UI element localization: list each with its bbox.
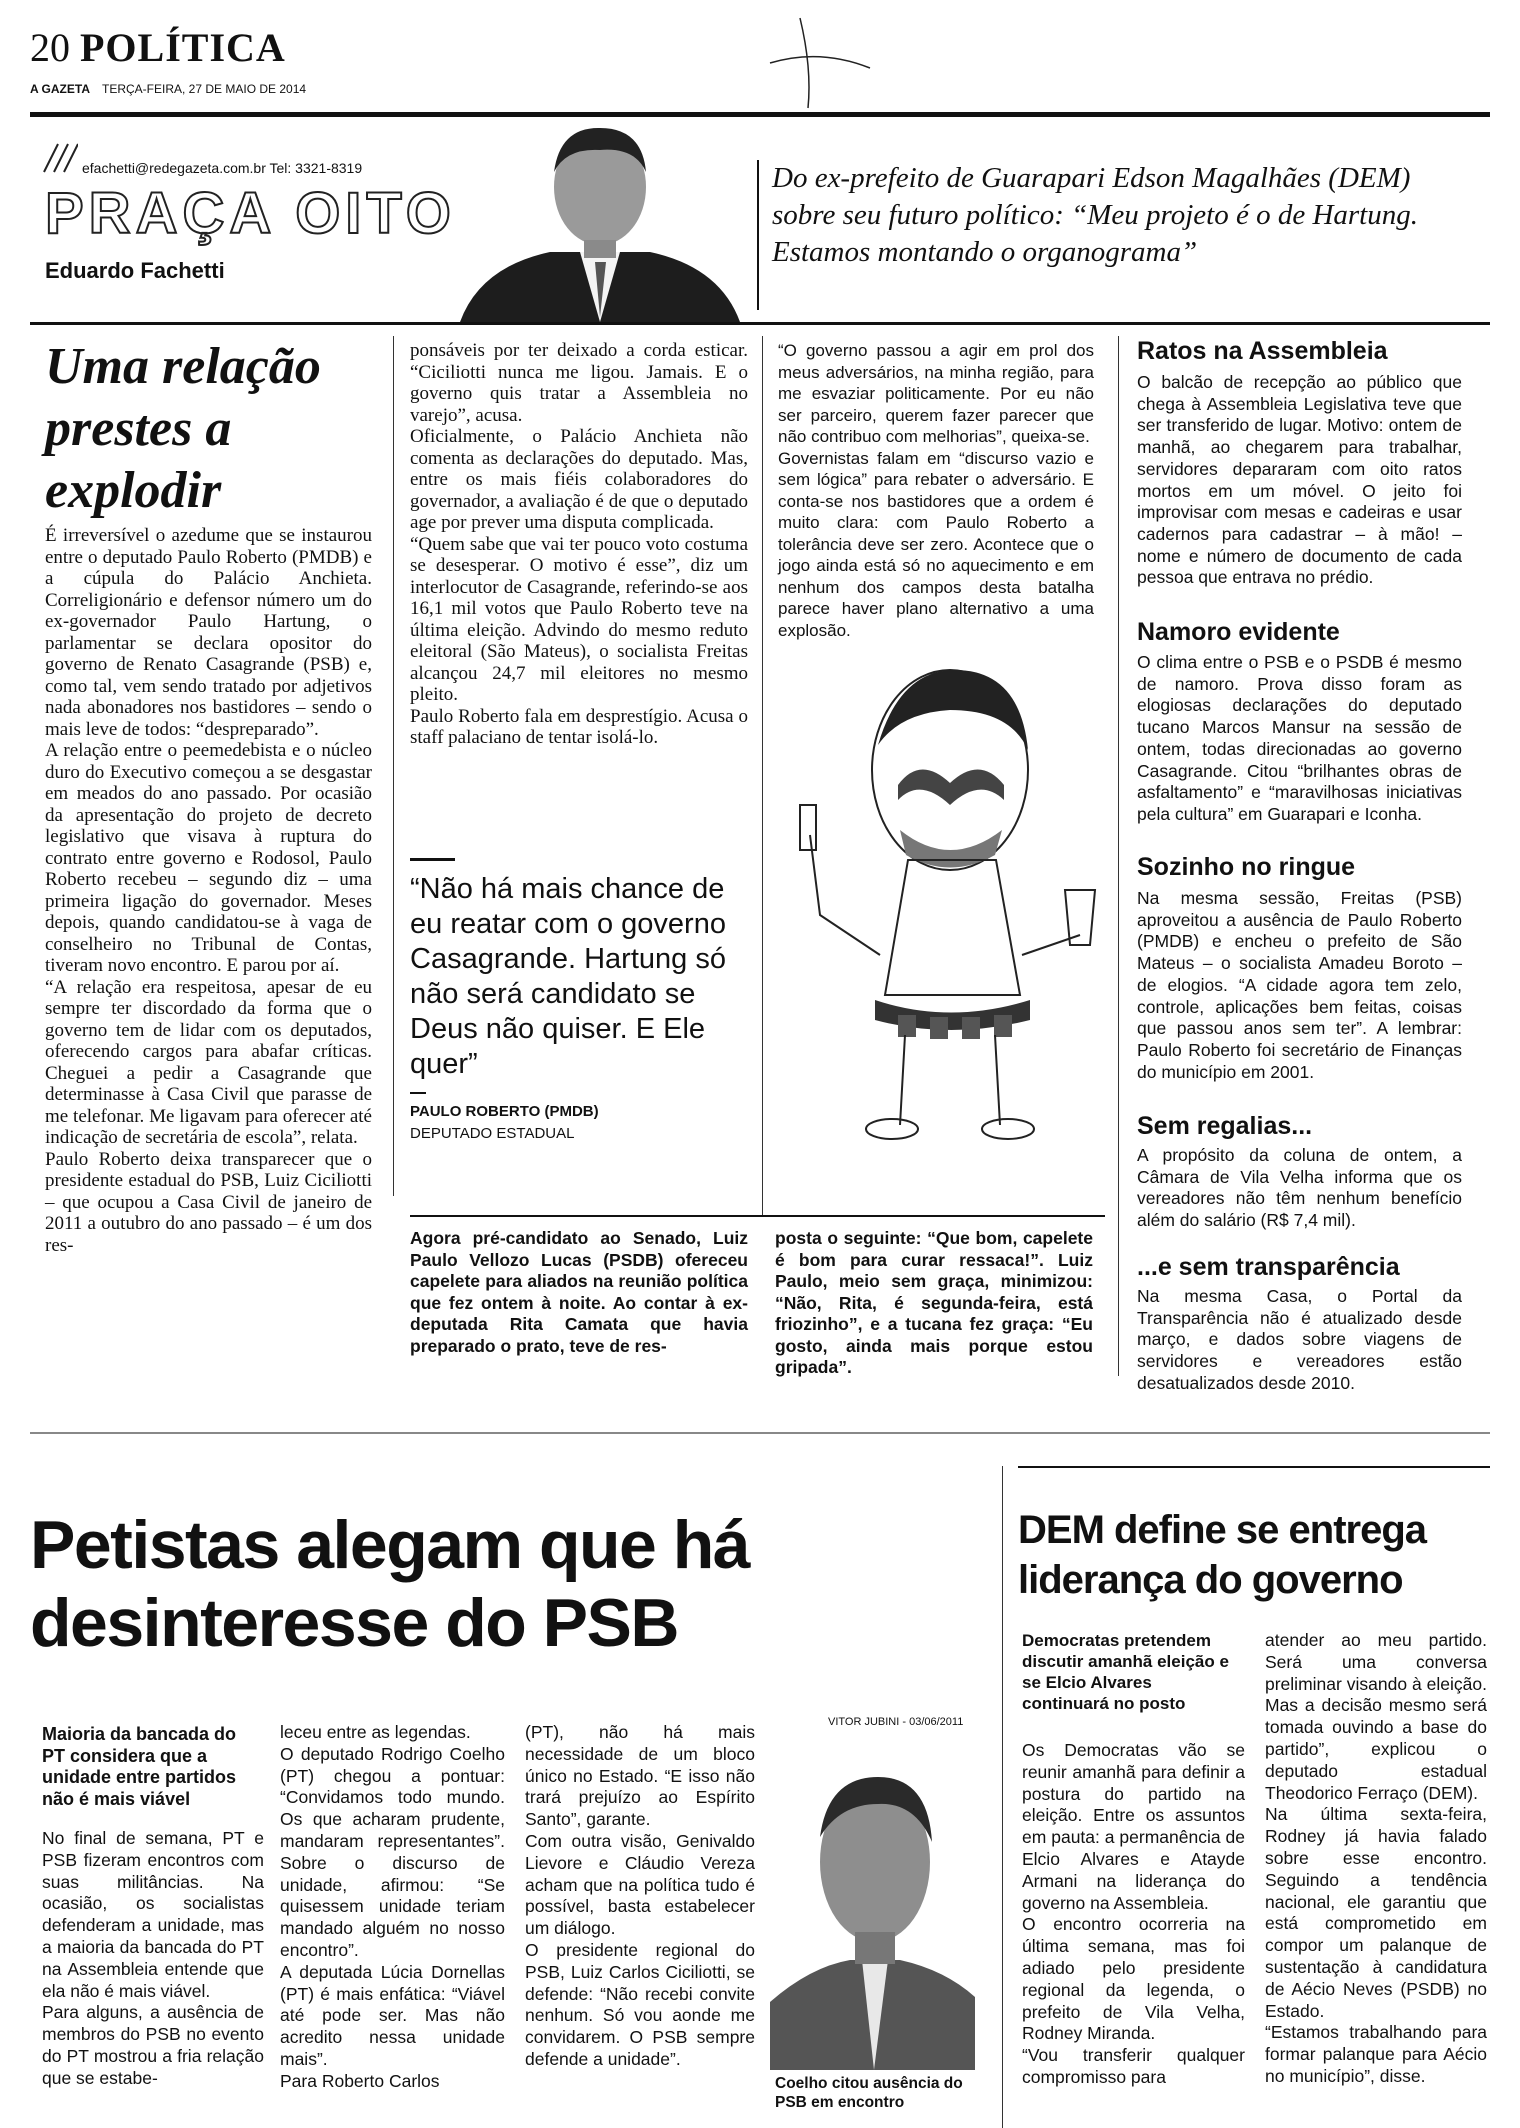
note-title: Sozinho no ringue [1137, 853, 1356, 881]
slash-logo-icon [38, 138, 78, 178]
pullquote: “Não há mais chance de eu reatar com o governo Casagrande. Hartung só não será candidato se Deus não quiser. E Ele quer” [410, 873, 726, 1080]
masthead-rule [30, 322, 1490, 325]
quote-divider [757, 160, 759, 310]
sidebar-divider [1118, 336, 1119, 1376]
dem-deck: Democratas pretendem discutir amanhã eleição e se Elcio Alvares continuará no posto [1022, 1631, 1229, 1713]
note-title: Sem regalias... [1137, 1112, 1313, 1140]
main-headline: Uma relação prestes a explodir [45, 338, 321, 519]
page-number: 20 [30, 25, 70, 70]
pt-story-col2: leceu entre as legendas. O deputado Rodrigo Coelho (PT) chegou a pontuar: “Convidamos todo mundo. Os que acharam prudente, mandaram representantes”. Sobre o discurso de unidade, afirmou: “Se quisessem unidade teriam mandado alguém no nosso encontro”. A deputada Lúcia Dornellas (PT) é mais enfática: “Viável até pode ser. Mas não acredito nessa unidade mais”. Para Roberto Carlos [280, 1722, 505, 2091]
author-photo [440, 122, 760, 322]
dem-headline: DEM define se entrega liderança do governo [1018, 1508, 1427, 1602]
coelho-photo [770, 1732, 975, 2070]
dem-story-col1: Os Democratas vão se reunir amanhã para definir a postura do partido na eleição. Entre os assuntos em pauta: a permanência de Elcio Alvares e Atayde Armani na liderança do governo na Assembleia. O encontro ocorreria na última semana, mas foi adiado pelo presidente regional da legenda, o prefeito de Vila Velha, Rodney Miranda. “Vou transferir qualquer compromisso para [1022, 1740, 1245, 2087]
note-title: ...e sem transparência [1137, 1253, 1400, 1281]
pt-deck: Maioria da bancada do PT considera que a unidade entre partidos não é mais viável [42, 1724, 237, 1809]
note-title: Namoro evidente [1137, 618, 1340, 646]
handwritten-x-mark [760, 8, 880, 118]
note-text: O balcão de recepção ao público que chega à Assembleia Legislativa teve que ser transferido de lugar. Motivo: ontem de manhã, ao chegarem para trabalhar, servidores depararam com oito ratos mortos em um móvel. O jeito foi improvisar com mesas e cadeiras e usar cadernos para cadastrar – à mão! – nome e número de documento de cada pessoa que entrava no prédio. [1137, 372, 1462, 588]
main-story-col2: ponsáveis por ter deixado a corda esticar. “Ciciliotti nunca me ligou. Jamais. E o governo quis tratar a Assembleia no varejo”, acusa. Oficialmente, o Palácio Anchieta não comenta as declarações do deputado. Mas, entre os mais fiéis colaboradores do governador, a avaliação é de que o deputado age por prever uma disputa complicada. “Quem sabe que vai ter pouco voto costuma se desesperar. O motivo é esse”, diz um interlocutor de Casagrande, referindo-se aos 16,1 mil votos que Paulo Roberto teve na última eleição. Advindo do mesmo reduto eleitoral (São Mateus), o socialista Freitas alcançou 24,7 mil eleitores no mesmo pleito. Paulo Roberto fala em desprestígio. Acusa o staff palaciano de tentar isolá-lo. [410, 340, 748, 748]
caricature-illustration [790, 655, 1110, 1145]
pullquote-name: PAULO ROBERTO (PMDB) [410, 1103, 599, 1120]
note-text: A propósito da coluna de ontem, a Câmara de Vila Velha informa que os vereadores não têm nenhum benefício além do salário (R$ 7,4 mil). [1137, 1145, 1462, 1231]
column-contact: efachetti@redegazeta.com.br Tel: 3321-8319 [82, 160, 363, 176]
page-header [30, 24, 1110, 94]
note-text: Na mesma Casa, o Portal da Transparência não é atualizado desde março, e dados sobre viagens de servidores e vereadores estão desatualizados desde 2010. [1137, 1286, 1462, 1393]
pt-headline: Petistas alegam que há desinteresse do PSB [30, 1507, 750, 1661]
col-divider [1002, 1466, 1003, 2128]
snippet-rule [410, 1215, 1105, 1217]
note-text: O clima entre o PSB e o PSDB é mesmo de namoro. Prova disso foram as elogiosas declarações do deputado tucano Marcos Mansur na sessão de ontem, todas direcionadas ao governo Casagrande. Citou “brilhantes obras de asfaltamento” e “maravilhosas iniciativas pela cultura” em Guarapari e Iconha. [1137, 652, 1462, 824]
column-name: PRAÇA OITO [45, 181, 456, 246]
pullquote-rule [410, 858, 455, 861]
section-rule [30, 1432, 1490, 1434]
pullquote-role: DEPUTADO ESTADUAL [410, 1125, 575, 1142]
dem-top-rule [1018, 1466, 1490, 1468]
section-name: POLÍTICA [80, 25, 286, 70]
col-divider [393, 336, 394, 1196]
main-story-col3: “O governo passou a agir em prol dos meus adversários, na minha região, para me esvaziar politicamente. Por eu não ser parceiro, querem fazer parecer que não contribuo com melhorias”, queixa-se. Governistas falam em “discurso vazio e sem lógica” para rebater o adversário. E conta-se nos bastidores que a ordem é muito clara: com Paulo Roberto a tolerância deve ser zero. Acontece que o jogo ainda está só no aquecimento e em nenhum dos campos desta batalha parece haver plano alternativo a uma explosão. [778, 341, 1094, 640]
note-text: Na mesma sessão, Freitas (PSB) aproveitou a ausência de Paulo Roberto (PMDB) e encheu o prefeito de São Mateus – o socialista Amadeu Boroto – de elogios. “A cidade agora tem zelo, controle, aplicações bem feitas, coisas que passou anos sem ter”. A lembrar: Paulo Roberto foi secretário de Finanças do município em 2001. [1137, 888, 1462, 1082]
column-quote: Do ex-prefeito de Guarapari Edson Magalhães (DEM) sobre seu futuro político: “Meu projeto é o de Hartung. Estamos montando o organograma” [772, 162, 1418, 268]
dem-story-col2: atender ao meu partido. Será uma conversa preliminar visando à eleição. Mas a decisão mesmo será tomada ouvindo a base do partido”, explicou o deputado estadual Theodorico Ferraço (DEM). Na última sexta-feira, Rodney já havia falado sobre esse encontro. Seguindo a tendência nacional, ele garantiu que está comprometido em compor um palanque de sustentação à candidatura de Aécio Neves (PSDB) no Estado. “Estamos trabalhando para formar palanque para Aécio no município”, disse. [1265, 1630, 1487, 2086]
photo-credit: VITOR JUBINI - 03/06/2011 [828, 1716, 964, 1728]
snippet-col2: posta o seguinte: “Que bom, capelete é bom para curar ressaca!”. Luiz Paulo, meio sem graça, minimizou: “Não, Rita, é segunda-feira, está friozinho”, e a tucana fez graça: “Eu gosto, ainda mais porque estou gripada”. [775, 1228, 1093, 1377]
snippet-col1: Agora pré-candidato ao Senado, Luiz Paulo Vellozo Lucas (PSDB) ofereceu capelete para aliados na reunião política que fez ontem à noite. Ao contar à ex-deputada Rita Camata que havia preparado o prato, teve de res- [410, 1228, 748, 1356]
main-story-col1: É irreversível o azedume que se instaurou entre o deputado Paulo Roberto (PMDB) e a cúpula do Palácio Anchieta. Correligionário e defensor número um do ex-governador Paulo Hartung, o parlamentar se declara opositor do governo de Renato Casagrande (PSB) e, como tal, vem sendo tratado por adjetivos nada abonadores nos bastidores – sendo o mais leve de todos: “despreparado”. A relação entre o peemedebista e o núcleo duro do Executivo começou a se desgastar em meados do ano passado. Por ocasião da apresentação do projeto de decreto legislativo que visava à ruptura do contrato entre governo e Rodosol, Paulo Roberto recebeu – segundo diz – uma primeira ligação do governador. Meses depois, quando candidatou-se à vaga de conselheiro no Tribunal de Contas, tiveram novo encontro. E parou por aí. “A relação era respeitosa, apesar de eu sempre ter discordado da forma que o governo tem de lidar com os deputados, oferecendo cargos para abafar críticas. Cheguei a pedir a Casagrande que determinasse à Casa Civil que parasse de me telefonar. Me ligavam para oferecer até indicação de secretária de escola”, relata. Paulo Roberto deixa transparecer que o presidente estadual do PSB, Luiz Ciciliotti – que ocupou a Casa Civil de janeiro de 2011 a outubro do ano passado – é um dos res- [45, 525, 372, 1256]
pt-story-col3: (PT), não há mais necessidade de um bloco único no Estado. “E isso não trará prejuízo ao Espírito Santo”, garante. Com outra visão, Genivaldo Lievore e Cláudio Vereza acham que na política tudo é possível, basta estabelecer um diálogo. O presidente regional do PSB, Luiz Carlos Ciciliotti, se defende: “Não recebi convite nenhum. Só vou aonde me convidarem. O PSB sempre defende a unidade”. [525, 1722, 755, 2069]
paper-name: A GAZETA [30, 82, 90, 96]
issue-date: TERÇA-FEIRA, 27 DE MAIO DE 2014 [102, 82, 307, 96]
photo-caption: Coelho citou ausência do PSB em encontro [775, 2075, 963, 2111]
pt-story-col1: No final de semana, PT e PSB fizeram encontros com suas militâncias. Na ocasião, os socialistas defenderam a unidade, mas a maioria da bancada do PT na Assembleia entende que ela não é mais viável. Para alguns, a ausência de membros do PSB no evento do PT mostrou a fria relação que se estabe- [42, 1828, 264, 2088]
note-title: Ratos na Assembleia [1137, 337, 1388, 365]
header-rule [30, 112, 1490, 117]
column-author: Eduardo Fachetti [45, 258, 225, 283]
pullquote-rule [410, 1092, 426, 1094]
col-divider [762, 336, 763, 1216]
